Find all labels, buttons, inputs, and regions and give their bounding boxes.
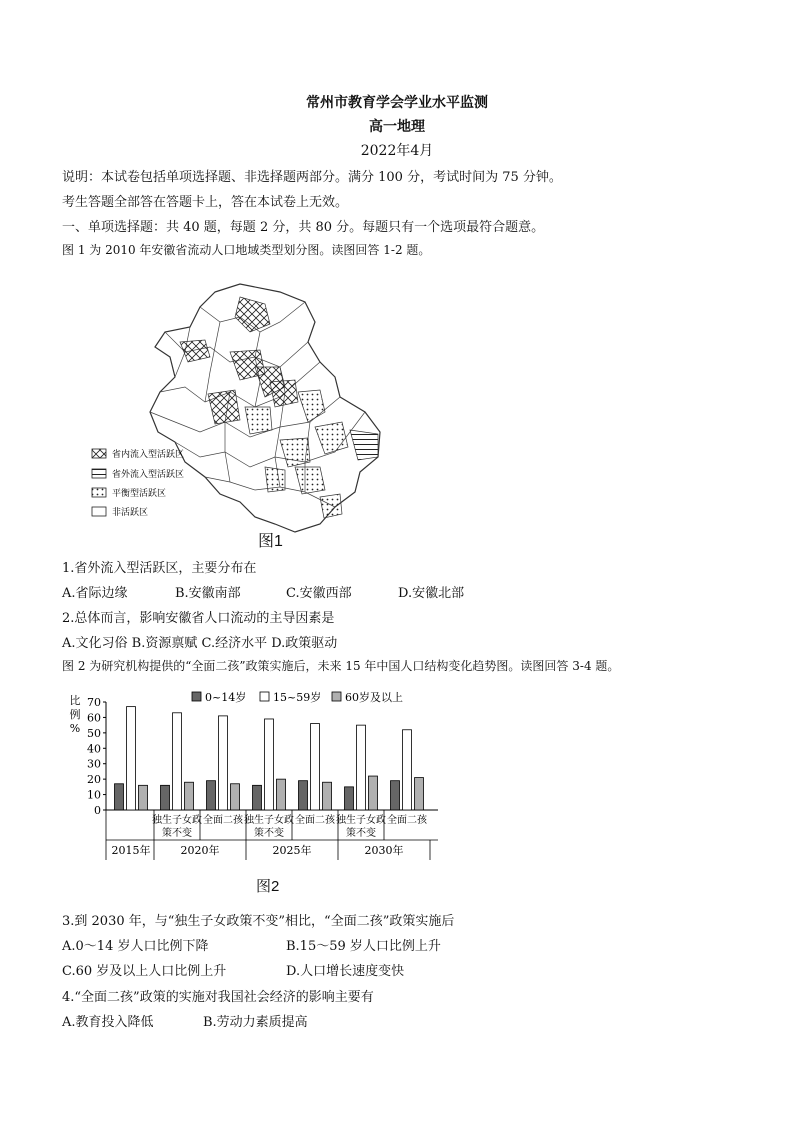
x-category-label: 策不变 [346, 828, 376, 839]
x-year-label: 2025年 [272, 844, 312, 857]
q4-option-a[interactable]: A.教育投入降低 [62, 1015, 154, 1030]
y-tick-label: 20 [87, 773, 101, 787]
y-axis-label-char: % [69, 722, 81, 735]
q3-option-a[interactable]: A.0～14 岁人口比例下降 [62, 939, 209, 954]
anhui-map-figure [80, 262, 410, 552]
q3-stem: 3.到 2030 年，与“独生子女政策不变”相比，“全面二孩”政策实施后 [62, 914, 455, 929]
x-category-label: 独生子女政 [336, 815, 386, 826]
chart-legend [192, 690, 403, 704]
bar [127, 707, 136, 810]
legend-swatch [332, 692, 341, 701]
x-labels [106, 810, 438, 860]
q1-option-c[interactable]: C.安徽西部 [286, 586, 352, 601]
q2-stem: 2.总体而言，影响安徽省人口流动的主导因素是 [62, 611, 335, 626]
q1-option-a[interactable]: A.省际边缘 [62, 586, 128, 601]
legend-label: 60岁及以上 [345, 691, 403, 704]
bar [391, 781, 400, 810]
region-intra-province [208, 390, 240, 424]
y-tick-label: 30 [87, 757, 101, 771]
q3-option-b[interactable]: B.15～59 岁人口比例上升 [286, 939, 441, 954]
legend-swatch [192, 692, 201, 701]
region-intra-province [235, 297, 270, 332]
x-category-label: 策不变 [254, 828, 284, 839]
bar [277, 779, 286, 810]
q2-options[interactable]: A.文化习俗 B.资源禀赋 C.经济水平 D.政策驱动 [62, 636, 338, 651]
legend-swatch [260, 692, 269, 701]
x-category-label: 独生子女政 [244, 815, 294, 826]
bars [115, 707, 424, 810]
bar [299, 781, 308, 810]
legend-label: 15~59岁 [273, 691, 322, 704]
bar [311, 724, 320, 810]
bar [115, 784, 124, 810]
x-category-label: 全面二孩 [387, 815, 427, 826]
region-inter-province [350, 430, 378, 460]
x-category-label: 独生子女政 [152, 815, 202, 826]
population-structure-chart [62, 688, 442, 866]
y-tick-label: 70 [87, 696, 101, 709]
region-balanced [315, 422, 348, 454]
y-axis-label-char: 例 [69, 708, 81, 721]
q4-stem: 4.“全面二孩”政策的实施对我国社会经济的影响主要有 [62, 990, 374, 1005]
y-axis-label-char: 比 [69, 694, 81, 707]
region-balanced [245, 407, 272, 434]
x-year-label: 2015年 [111, 844, 151, 857]
map-legend-label: 省内流入型活跃区 [112, 450, 185, 460]
y-tick-label: 0 [94, 804, 101, 817]
q3-option-c[interactable]: C.60 岁及以上人口比例上升 [62, 964, 227, 979]
bar [207, 781, 216, 810]
instructions-line1: 说明：本试卷包括单项选择题、非选择题两部分。满分 100 分，考试时间为 75 分钟。 [62, 170, 562, 185]
bar [357, 725, 366, 810]
section1-heading: 一、单项选择题：共 40 题，每题 2 分，共 80 分。每题只有一个选项最符合题意。 [62, 220, 545, 235]
bar [403, 730, 412, 810]
bar [139, 785, 148, 810]
bar [253, 785, 262, 810]
y-tick-label: 50 [87, 726, 101, 740]
map-legend-label: 平衡型活跃区 [112, 489, 167, 499]
region-balanced [280, 438, 310, 467]
instructions-line2: 考生答题全部答在答题卡上，答在本试卷上无效。 [62, 195, 349, 210]
y-tick-label: 40 [87, 742, 101, 756]
legend-label: 0~14岁 [205, 691, 247, 704]
bar [369, 776, 378, 810]
q1-option-d[interactable]: D.安徽北部 [398, 586, 465, 601]
bar [185, 782, 194, 810]
exam-date: 2022年4月 [360, 143, 434, 159]
bar [323, 782, 332, 810]
exam-subject: 高一地理 [369, 119, 425, 135]
x-category-label: 全面二孩 [203, 815, 243, 826]
region-balanced [265, 467, 285, 492]
map-legend-label: 省外流入型活跃区 [112, 470, 185, 480]
q1-stem: 1.省外流入型活跃区，主要分布在 [62, 561, 257, 576]
q3-option-d[interactable]: D.人口增长速度变快 [286, 964, 405, 979]
fig1-caption: 图1 [258, 533, 283, 550]
fig1-intro: 图 1 为 2010 年安徽省流动人口地域类型划分图。读图回答 1-2 题。 [62, 243, 431, 257]
y-tick-label: 10 [87, 788, 101, 802]
x-category-label: 全面二孩 [295, 815, 335, 826]
region-balanced [320, 494, 342, 518]
fig2-caption: 图2 [256, 878, 280, 895]
region-intra-province [180, 340, 210, 362]
q1-option-b[interactable]: B.安徽南部 [175, 586, 241, 601]
bar [173, 713, 182, 810]
region-balanced [295, 467, 325, 494]
region-balanced [298, 390, 325, 422]
region-intra-province [270, 380, 298, 407]
bar [265, 719, 274, 810]
x-category-label: 策不变 [162, 828, 192, 839]
y-tick-label: 60 [87, 711, 101, 725]
bar [231, 784, 240, 810]
bar [219, 716, 228, 810]
bar [161, 785, 170, 810]
x-year-label: 2020年 [180, 844, 220, 857]
x-year-label: 2030年 [364, 844, 404, 857]
q4-option-b[interactable]: B.劳动力素质提高 [203, 1015, 308, 1030]
bar [345, 787, 354, 810]
map-legend [92, 448, 184, 518]
map-legend-label: 非活跃区 [112, 508, 149, 518]
exam-title: 常州市教育学会学业水平监测 [306, 95, 488, 111]
bar [415, 778, 424, 810]
fig2-intro: 图 2 为研究机构提供的“全面二孩”政策实施后，未来 15 年中国人口结构变化趋势图。读图回答 3-4 题。 [62, 659, 620, 673]
